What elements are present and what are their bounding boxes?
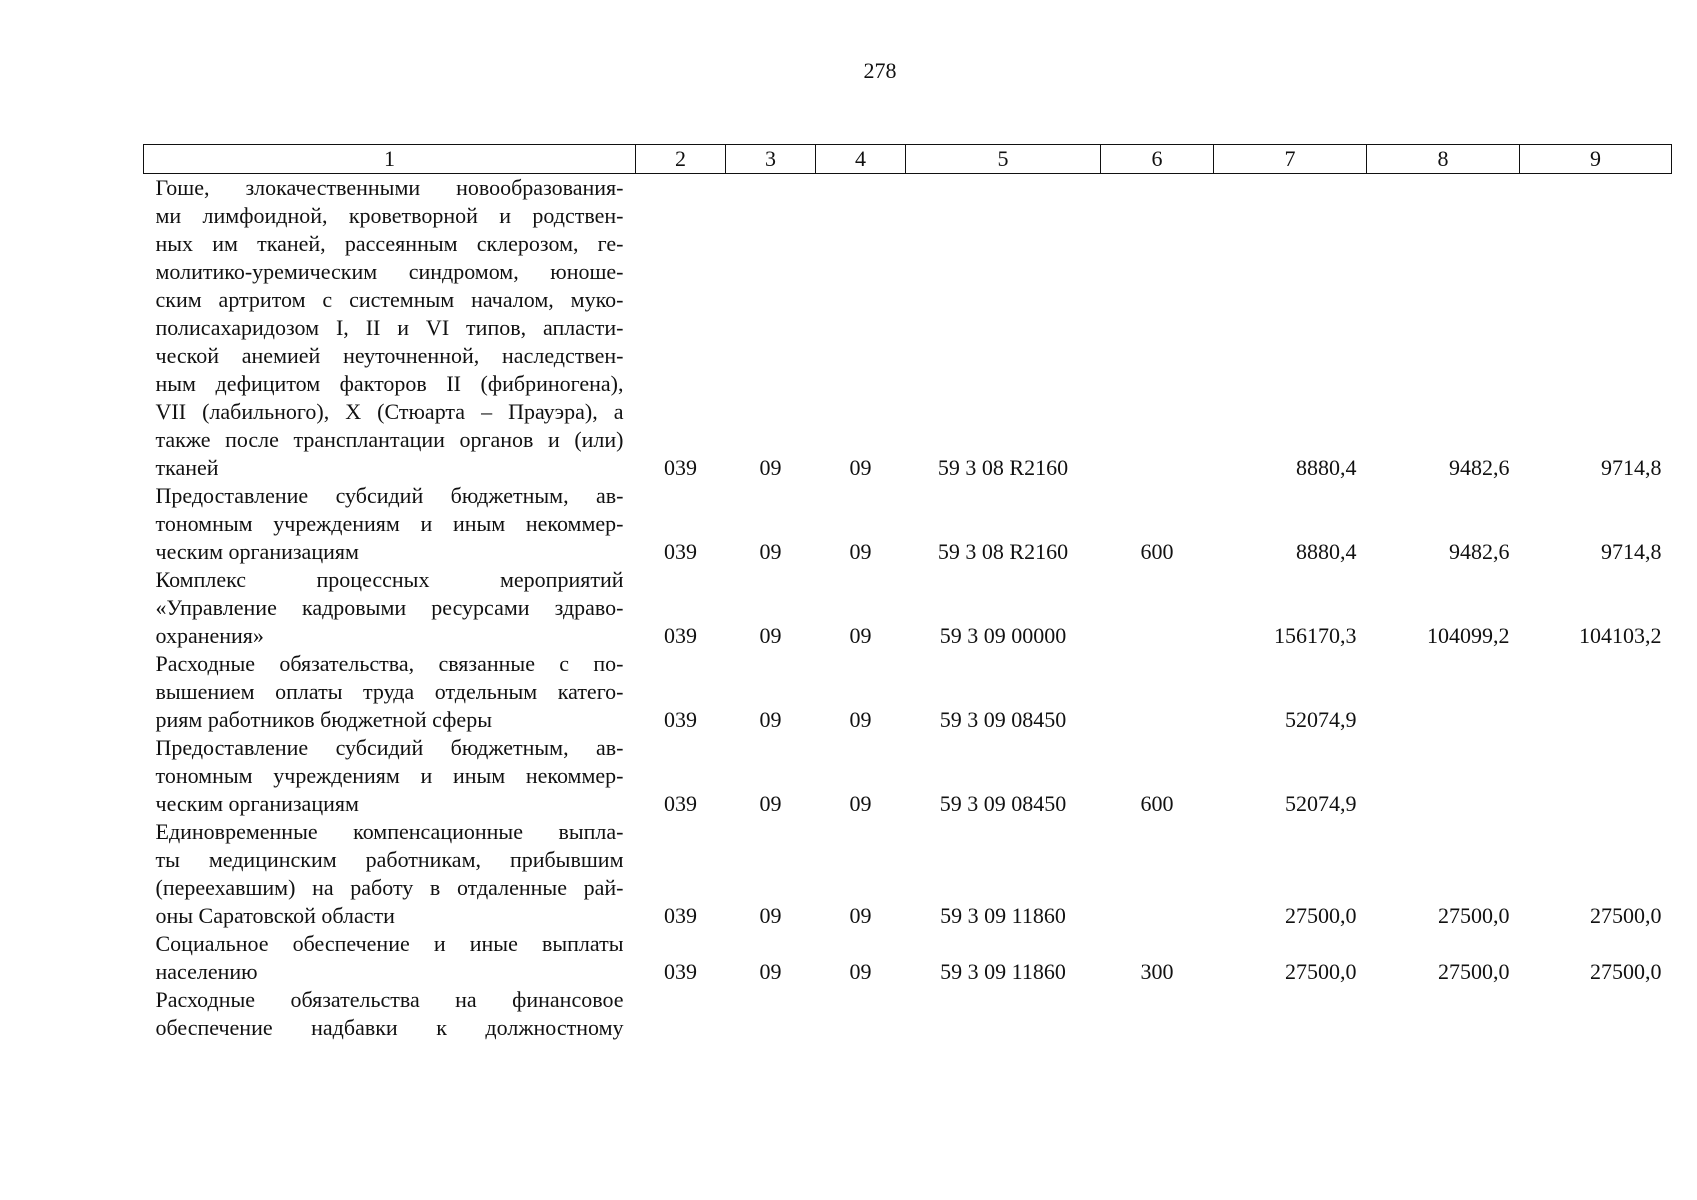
cell-description: [144, 734, 636, 818]
description-line: тканей: [155, 455, 219, 480]
cell-ministry-code: 039: [664, 903, 697, 928]
cell-amount-year-3: 9714,8: [1601, 539, 1662, 564]
description-line: Предоставление субсидий бюджетным, ав-: [155, 483, 624, 508]
cell-amount-year-2: [1367, 734, 1520, 818]
table-row: [144, 174, 1672, 483]
cell-amount-year-2: [1367, 986, 1520, 1042]
cell-expense-type: 300: [1140, 959, 1174, 984]
description-line: молитико-уремическим синдромом, юноше-: [155, 259, 624, 284]
description-line: полисахаридозом I, II и VI типов, апласти-: [155, 315, 624, 340]
description-line: обеспечение надбавки к должностному: [155, 1015, 624, 1040]
description-line: Единовременные компенсационные выпла-: [155, 819, 624, 844]
cell-amount-year-1: 8880,4: [1296, 539, 1357, 564]
cell-target-article: 59 3 08 R2160: [937, 539, 1069, 564]
header-col-4: 4: [816, 145, 906, 174]
cell-description: [144, 174, 636, 483]
cell-amount-year-2: 27500,0: [1438, 903, 1510, 928]
cell-section: 09: [759, 959, 782, 984]
cell-amount-year-1: 52074,9: [1285, 791, 1357, 816]
description-line: Социальное обеспечение и иные выплаты: [155, 931, 624, 956]
description-line: Расходные обязательства на финансовое: [155, 987, 624, 1012]
description-line: населению: [155, 959, 258, 984]
cell-ministry-code: 039: [664, 959, 697, 984]
cell-amount-year-2: 104099,2: [1427, 623, 1510, 648]
table-row: [144, 818, 1672, 930]
description-line: ческим организациям: [155, 539, 359, 564]
cell-expense-type: 600: [1140, 539, 1174, 564]
cell-target-article: 59 3 09 11860: [940, 959, 1066, 984]
description-line: VII (лабильного), X (Стюарта – Прауэра), а: [155, 399, 624, 424]
description-line: оны Саратовской области: [155, 903, 395, 928]
description-line: Гоше, злокачественными новообразования-: [155, 175, 624, 200]
cell-expense-type: [1101, 818, 1214, 930]
cell-subsection: 09: [849, 903, 872, 928]
description-line: тономным учреждениям и иным некоммер-: [155, 511, 624, 536]
cell-amount-year-1: [1214, 986, 1367, 1042]
cell-amount-year-3: 27500,0: [1590, 903, 1662, 928]
description-line: ных им тканей, рассеянным склерозом, ге-: [155, 231, 624, 256]
description-line: ным дефицитом факторов II (фибриногена),: [155, 371, 624, 396]
description-line: риям работников бюджетной сферы: [155, 707, 492, 732]
header-col-8: 8: [1367, 145, 1520, 174]
cell-subsection: 09: [849, 791, 872, 816]
cell-description: [144, 986, 636, 1042]
table-row: [144, 986, 1672, 1042]
budget-table: [143, 144, 1672, 1042]
cell-section: 09: [759, 623, 782, 648]
description-line: Расходные обязательства, связанные с по-: [155, 651, 624, 676]
table-row: [144, 566, 1672, 650]
cell-description: [144, 818, 636, 930]
description-line: «Управление кадровыми ресурсами здраво-: [155, 595, 624, 620]
cell-amount-year-1: 27500,0: [1285, 903, 1357, 928]
cell-target-article: 59 3 09 00000: [939, 623, 1067, 648]
table-row: [144, 482, 1672, 566]
table-body: [144, 174, 1672, 1043]
cell-section: 09: [759, 455, 782, 480]
description-line: охранения»: [155, 623, 264, 648]
cell-amount-year-3: 104103,2: [1579, 623, 1662, 648]
cell-description: [144, 650, 636, 734]
cell-amount-year-3: [1520, 650, 1672, 734]
cell-section: 09: [759, 903, 782, 928]
description-line: тономным учреждениям и иным некоммер-: [155, 763, 624, 788]
cell-amount-year-3: 27500,0: [1590, 959, 1662, 984]
cell-expense-type: [1101, 650, 1214, 734]
cell-ministry-code: [636, 986, 726, 1042]
cell-ministry-code: 039: [664, 455, 697, 480]
description-line: ческим организациям: [155, 791, 359, 816]
cell-ministry-code: 039: [664, 539, 697, 564]
description-line: ским артритом с системным началом, муко-: [155, 287, 624, 312]
cell-target-article: 59 3 09 11860: [940, 903, 1066, 928]
page-number: 278: [863, 58, 897, 83]
description-line: Комплекс процессных мероприятий: [155, 567, 624, 592]
cell-section: 09: [759, 707, 782, 732]
cell-amount-year-2: 27500,0: [1438, 959, 1510, 984]
cell-ministry-code: 039: [664, 623, 697, 648]
cell-section: [726, 986, 816, 1042]
table-header: [144, 145, 1672, 174]
cell-amount-year-3: [1520, 734, 1672, 818]
header-col-6: 6: [1101, 145, 1214, 174]
table-row: [144, 734, 1672, 818]
header-col-1: 1: [144, 145, 636, 174]
cell-amount-year-3: [1520, 986, 1672, 1042]
cell-subsection: 09: [849, 539, 872, 564]
description-line: Предоставление субсидий бюджетным, ав-: [155, 735, 624, 760]
cell-ministry-code: 039: [664, 791, 697, 816]
cell-description: [144, 566, 636, 650]
cell-amount-year-1: 156170,3: [1274, 623, 1357, 648]
cell-expense-type: [1101, 174, 1214, 483]
table-row: [144, 930, 1672, 986]
cell-target-article: [906, 986, 1101, 1042]
cell-target-article: 59 3 08 R2160: [937, 455, 1069, 480]
header-col-3: 3: [726, 145, 816, 174]
cell-subsection: 09: [849, 959, 872, 984]
cell-amount-year-1: 8880,4: [1296, 455, 1357, 480]
cell-subsection: 09: [849, 707, 872, 732]
header-col-9: 9: [1520, 145, 1672, 174]
description-line: вышением оплаты труда отдельным катего-: [155, 679, 624, 704]
cell-description: [144, 930, 636, 986]
description-line: (переехавшим) на работу в отдаленные рай-: [155, 875, 624, 900]
cell-subsection: [816, 986, 906, 1042]
cell-amount-year-1: 52074,9: [1285, 707, 1357, 732]
cell-subsection: 09: [849, 623, 872, 648]
cell-target-article: 59 3 09 08450: [939, 791, 1067, 816]
cell-expense-type: [1101, 566, 1214, 650]
cell-expense-type: [1101, 986, 1214, 1042]
header-col-5: 5: [906, 145, 1101, 174]
cell-amount-year-2: 9482,6: [1449, 539, 1510, 564]
header-row: [144, 145, 1672, 174]
header-col-7: 7: [1214, 145, 1367, 174]
description-line: ты медицинским работникам, прибывшим: [155, 847, 624, 872]
table-row: [144, 650, 1672, 734]
cell-ministry-code: 039: [664, 707, 697, 732]
cell-amount-year-1: 27500,0: [1285, 959, 1357, 984]
cell-section: 09: [759, 539, 782, 564]
cell-description: [144, 482, 636, 566]
cell-target-article: 59 3 09 08450: [939, 707, 1067, 732]
cell-subsection: 09: [849, 455, 872, 480]
description-line: также после трансплантации органов и (или): [155, 427, 624, 452]
cell-section: 09: [759, 791, 782, 816]
cell-amount-year-2: 9482,6: [1449, 455, 1510, 480]
description-line: ческой анемией неуточненной, наследствен-: [155, 343, 624, 368]
header-col-2: 2: [636, 145, 726, 174]
cell-expense-type: 600: [1140, 791, 1174, 816]
cell-amount-year-3: 9714,8: [1601, 455, 1662, 480]
description-line: ми лимфоидной, кроветворной и родствен-: [155, 203, 624, 228]
cell-amount-year-2: [1367, 650, 1520, 734]
